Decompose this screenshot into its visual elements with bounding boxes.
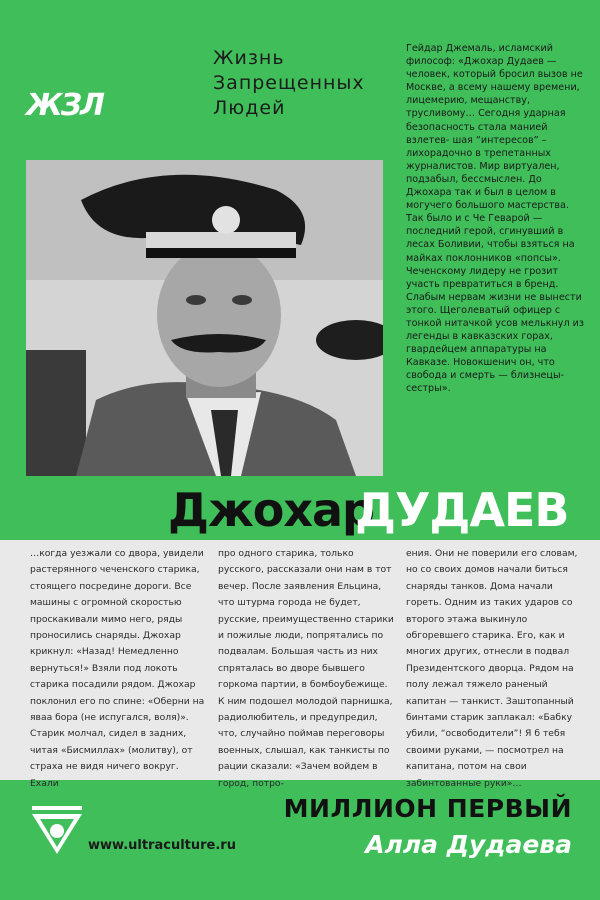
blurb-quote — [406, 42, 586, 396]
excerpt-column — [218, 546, 394, 792]
ultra-culture-publisher-icon — [28, 800, 86, 858]
publisher-website[interactable]: www.ultraculture.ru — [88, 838, 236, 853]
excerpt-text: …когда уезжали со двора, увидели растерянного чеченского старика, стоящего посредине дороги. Все машины с огромной скоростью проскакивали мимо него, ряды проносились снаряды. Джохар крикнул: «Назад! Немедленно вернуться!» Взяли под локоть старика посадили рядом. Джохар поклонил его по спине: «Оберни на яваа бора (не испугался, воля)». Старик молчал, сидел в задних, читая «Бисмиллах» (молитву), от страха не видя ничего вокруг. Ехали — [30, 548, 205, 789]
excerpt-column — [406, 546, 582, 792]
blurb-paragraph: Гейдар Джемаль, исламский философ: «Джохар Дудаев — человек, который бросил вызов не Москве, а всему нашему времени, лицемерию, мещанству, трусливому… Сегодня ударная безопасность стала манией взлетев- шая “интересов” – лихорадочно в трепетанных журналистов. Мир виртуален, подзабыл, бессмыслен. До Джохара так и был в целом в могучего большого мастерства. Так было и с Че Геварой — последний герой, сгинувший в лесах Боливии, чтобы взяться на майках поклонников «попсы». — [406, 43, 583, 264]
blurb-paragraph: Чеченскому лидеру не грозит участь превратиться в бренд. Слабым нервам жизни не вынести этого. Щеголеватый офицер с тонкой нитачкой усов мелькнул из легенды в кавказских горах, гвардейцем аппаратуры на Кавказе. Новокшенич он, что свобода и смерть — близнецы-сестры». — [406, 265, 584, 395]
excerpt-text: про одного старика, только русского, рассказали они нам в тот вечер. После заявления Ельцина, что штурма города не будет, русские, преимущественно старики и пожилые люди, попрятались по подвалам. Большая часть из них спряталась во дворе бывшего горкома партии, в бомбоубежище. К ним подошел молодой парнишка, радиолюбитель, и предупредил, что, случайно поймав переговоры военных, слышал, как танкисты по рации сказали: «Зачем войдем в город, потро- — [218, 548, 394, 789]
series-title — [213, 46, 403, 121]
portrait-photo — [26, 160, 383, 476]
excerpt-text: ения. Они не поверили его словам, но со своих домов начали биться снаряды танков. Дома начали гореть. Одним из таких ударов со второго этажа выкинуло обгоревшего старика. Его, как и многих других, отнесли в подвал Президентского дворца. Рядом на полу лежал тяжело раненый капитан — танкист. Заштопанный бинтами старик заплакал: «Бабку убили, “освободители”! Я б тебя своими руками, — посмотрел на капитана, потом на свои забинтованные руки»… — [406, 548, 578, 789]
book-title: МИЛЛИОН ПЕРВЫЙ — [283, 794, 572, 823]
subject-last-name: ДУДАЕВ — [355, 483, 569, 537]
series-line: Жизнь — [213, 47, 285, 69]
publisher-series-logo: ЖЗЛ — [26, 88, 103, 123]
excerpt-column — [30, 546, 206, 792]
portrait-illustration — [26, 160, 383, 476]
series-line: Запрещенных — [213, 72, 365, 94]
book-author: Алла Дудаева — [365, 830, 572, 859]
subject-first-name: Джохар — [168, 483, 374, 537]
series-line: Людей — [213, 97, 286, 119]
